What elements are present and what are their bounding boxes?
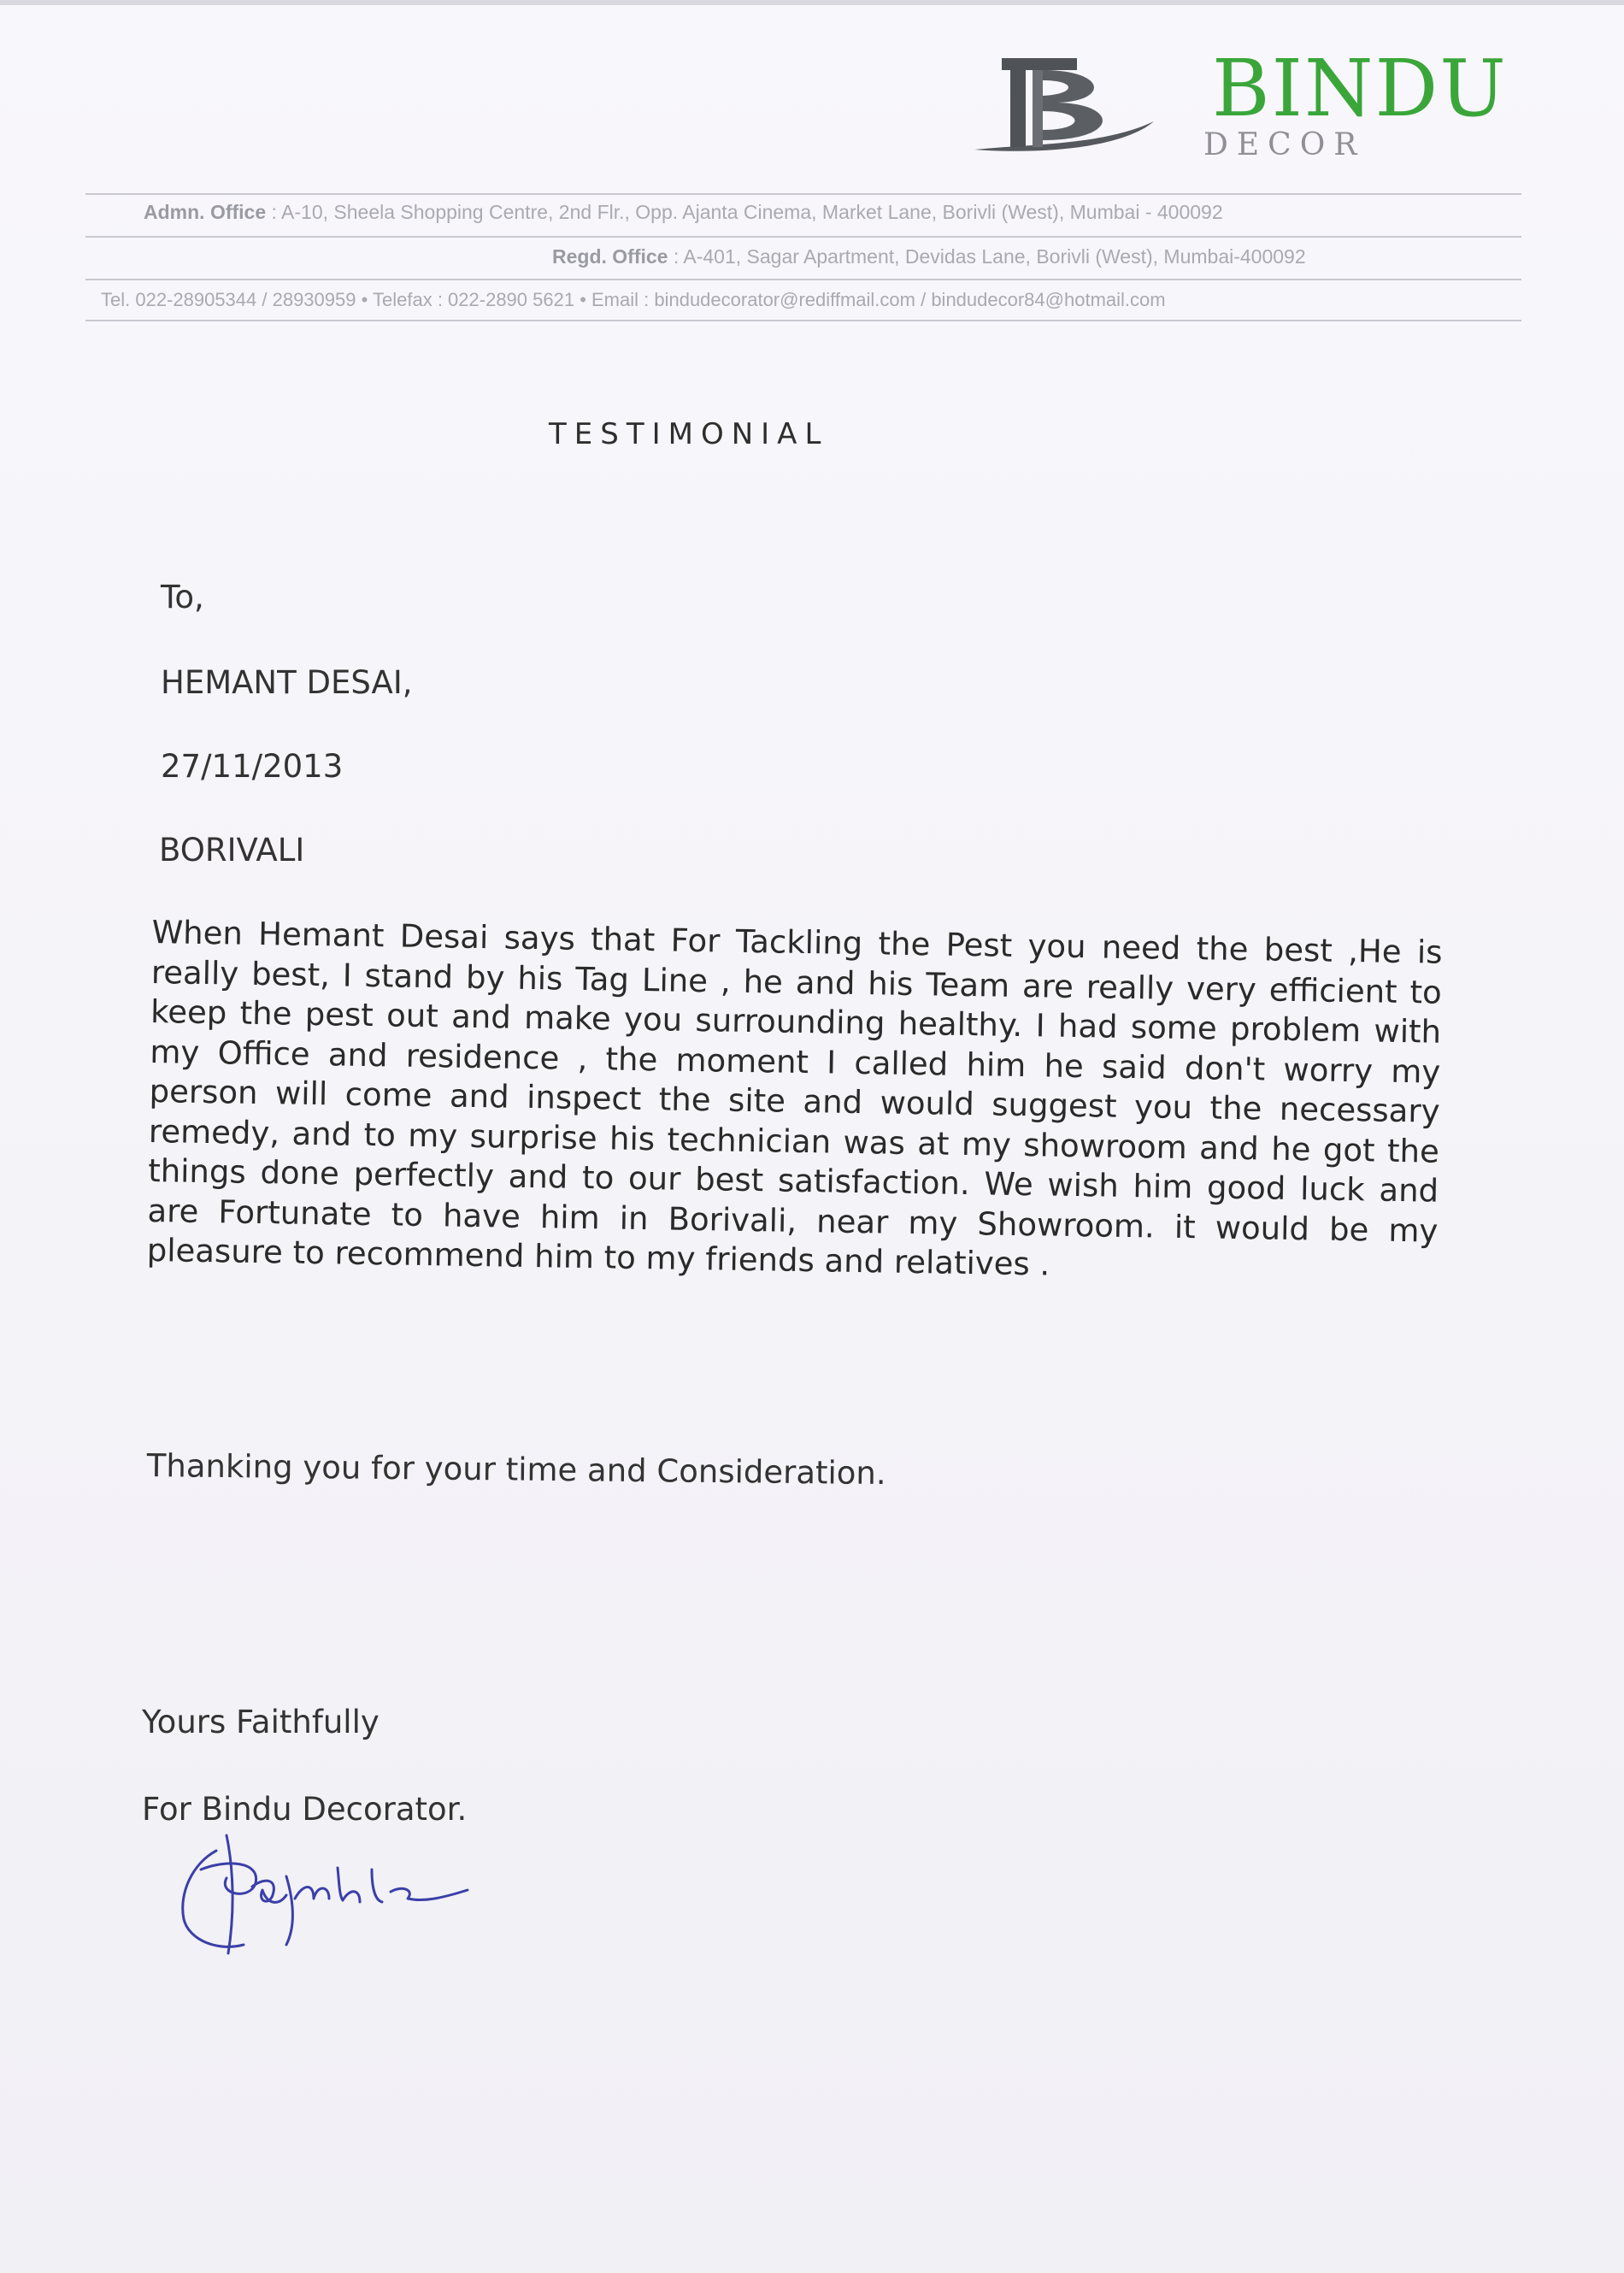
- brand-name: BINDU: [1212, 43, 1508, 134]
- letterhead-rule: [85, 193, 1521, 195]
- letterhead-rule: [85, 320, 1521, 321]
- regd-office-address: : A-401, Sagar Apartment, Devidas Lane, Borivli (West), Mumbai-400092: [673, 245, 1306, 268]
- regd-office-line: [552, 247, 1306, 267]
- recipient-place: BORIVALI: [159, 832, 305, 869]
- salutation: To,: [161, 579, 204, 615]
- admin-office-label: Admn. Office: [144, 201, 267, 223]
- signatory: For Bindu Decorator.: [142, 1791, 468, 1828]
- scan-edge: [0, 0, 1624, 5]
- testimonial-body: When Hemant Desai says that For Tackling the Pest you need the best ,He is really best, I stand by his Tag Line , he and his Team are really very efficient to keep the pest out and make you surrounding healthy. I had some problem with my Office and residence , the moment I called him he said don't worry my person will come and inspect the site and would suggest you the necessary remedy, and to my surprise his technician was at my showroom and he got the things done perfectly and to our best satisfaction. We wish him good luck and are Fortunate to have him in Borivali, near my Showroom. it would be my pleasure to recommend him to my friends and relatives .: [146, 913, 1443, 1283]
- admin-office-address: : A-10, Sheela Shopping Centre, 2nd Flr., Opp. Ajanta Cinema, Market Lane, Borivli (West), Mumbai - 400092: [271, 201, 1223, 223]
- brand-subtitle: DECOR: [1203, 127, 1366, 162]
- handwritten-signature-icon: [167, 1817, 491, 1970]
- letter-date: 27/11/2013: [161, 748, 344, 785]
- thanks-line: Thanking you for your time and Consideration.: [146, 1447, 886, 1493]
- valediction: Yours Faithfully: [142, 1704, 380, 1740]
- admin-office-line: [144, 203, 1223, 222]
- contact-line: Tel. 022-28905344 / 28930959 • Telefax : 022-2890 5621 • Email : bindudecorator@rediffmail.com / bindudecor84@hotmail.com: [101, 289, 1166, 310]
- bindu-logo-icon: [957, 51, 1162, 162]
- document-title: TESTIMONIAL: [549, 417, 829, 451]
- letterhead-rule: [85, 236, 1521, 238]
- regd-office-label: Regd. Office: [552, 245, 668, 268]
- letterhead-rule: [85, 279, 1521, 280]
- recipient-name: HEMANT DESAI,: [161, 664, 413, 701]
